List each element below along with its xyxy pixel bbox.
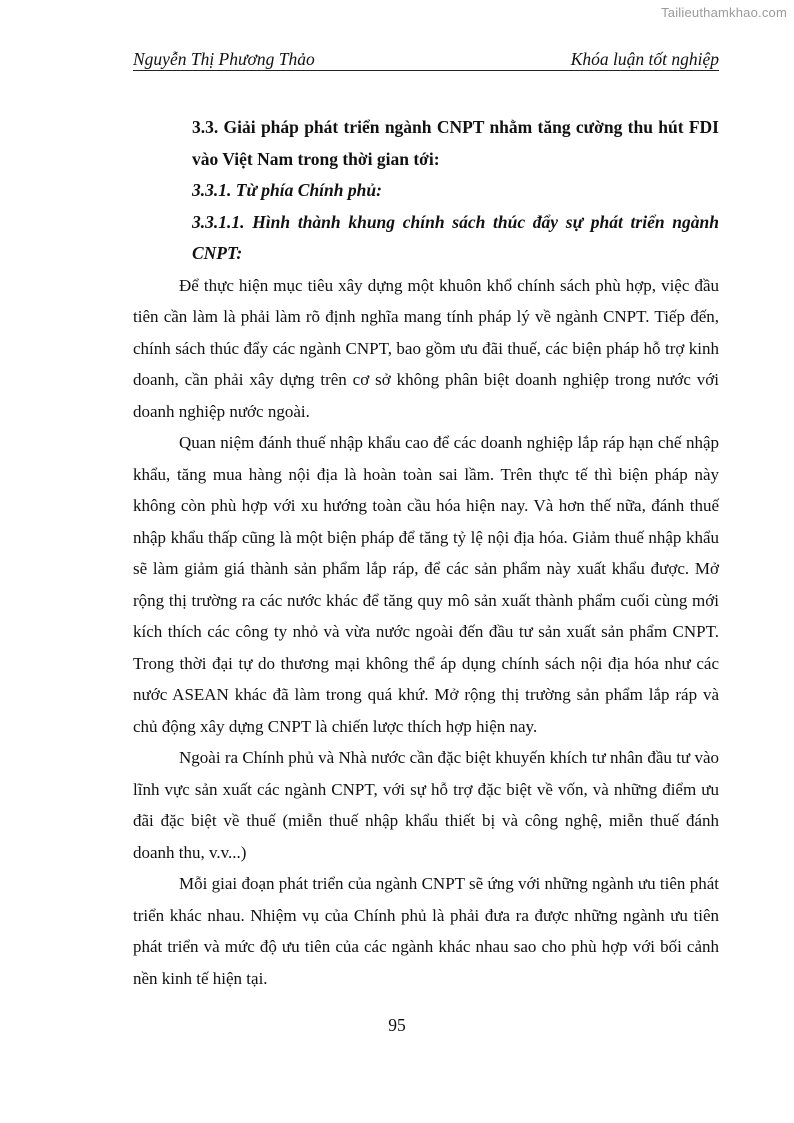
subsection-heading: 3.3.1. Từ phía Chính phủ: [192, 180, 382, 200]
page-content [133, 112, 719, 994]
header-author: Nguyễn Thị Phương Thảo [133, 49, 315, 69]
paragraph-1: Để thực hiện mục tiêu xây dựng một khuôn khổ chính sách phù hợp, việc đầu tiên cần làm là phải làm rõ định nghĩa mang tính pháp lý về ngành CNPT. Tiếp đến, chính sách thúc đẩy các ngành CNPT, bao gồm ưu đãi thuế, các biện pháp hỗ trợ kinh doanh, cần phải xây dựng trên cơ sở không phân biệt doanh nghiệp trong nước với doanh nghiệp nước ngoài. [133, 275, 719, 421]
watermark: Tailieuthamkhao.com [661, 5, 787, 20]
header-doc-type: Khóa luận tốt nghiệp [570, 49, 719, 69]
subsubsection-heading: 3.3.1.1. Hình thành khung chính sách thúc đẩy sự phát triển ngành CNPT: [192, 211, 719, 263]
paragraph-2: Quan niệm đánh thuế nhập khẩu cao để các doanh nghiệp lắp ráp hạn chế nhập khẩu, tăng mua hàng nội địa là hoàn toàn sai lầm. Trên thực tế thì biện pháp này không còn phù hợp với xu hướng toàn cầu hóa hiện nay. Và hơn thế nữa, đánh thuế nhập khẩu thấp cũng là một biện pháp để tăng tỷ lệ nội địa hóa. Giảm thuế nhập khẩu sẽ làm giảm giá thành sản phẩm lắp ráp, để các sản phẩm này xuất khẩu được. Mở rộng thị trường ra các nước khác để tăng quy mô sản xuất thành phẩm cuối cùng mới kích thích các công ty nhỏ và vừa nước ngoài đến đầu tư sản xuất sản phẩm CNPT. Trong thời đại tự do thương mại không thể áp dụng chính sách nội địa hóa như các nước ASEAN khác đã làm trong quá khứ. Mở rộng thị trường sản phẩm lắp ráp và chủ động xây dựng CNPT là chiến lược thích hợp hiện nay. [133, 433, 719, 736]
page-number: 95 [388, 1015, 406, 1035]
paragraph-4: Mỗi giai đoạn phát triển của ngành CNPT sẽ ứng với những ngành ưu tiên phát triển khác nhau. Nhiệm vụ của Chính phủ là phải đưa ra được những ngành ưu tiên phát triển và mức độ ưu tiên của các ngành khác nhau sao cho phù hợp với bối cảnh nền kinh tế hiện tại. [133, 874, 719, 988]
page-header [133, 48, 719, 71]
paragraph-3: Ngoài ra Chính phủ và Nhà nước cần đặc biệt khuyến khích tư nhân đầu tư vào lĩnh vực sản xuất các ngành CNPT, với sự hỗ trợ đặc biệt về vốn, và những điểm ưu đãi đặc biệt về thuế (miễn thuế nhập khẩu thiết bị và công nghệ, miễn thuế đánh doanh thu, v.v...) [133, 748, 719, 862]
section-heading: 3.3. Giải pháp phát triển ngành CNPT nhằm tăng cường thu hút FDI vào Việt Nam trong thời gian tới: [192, 117, 719, 169]
